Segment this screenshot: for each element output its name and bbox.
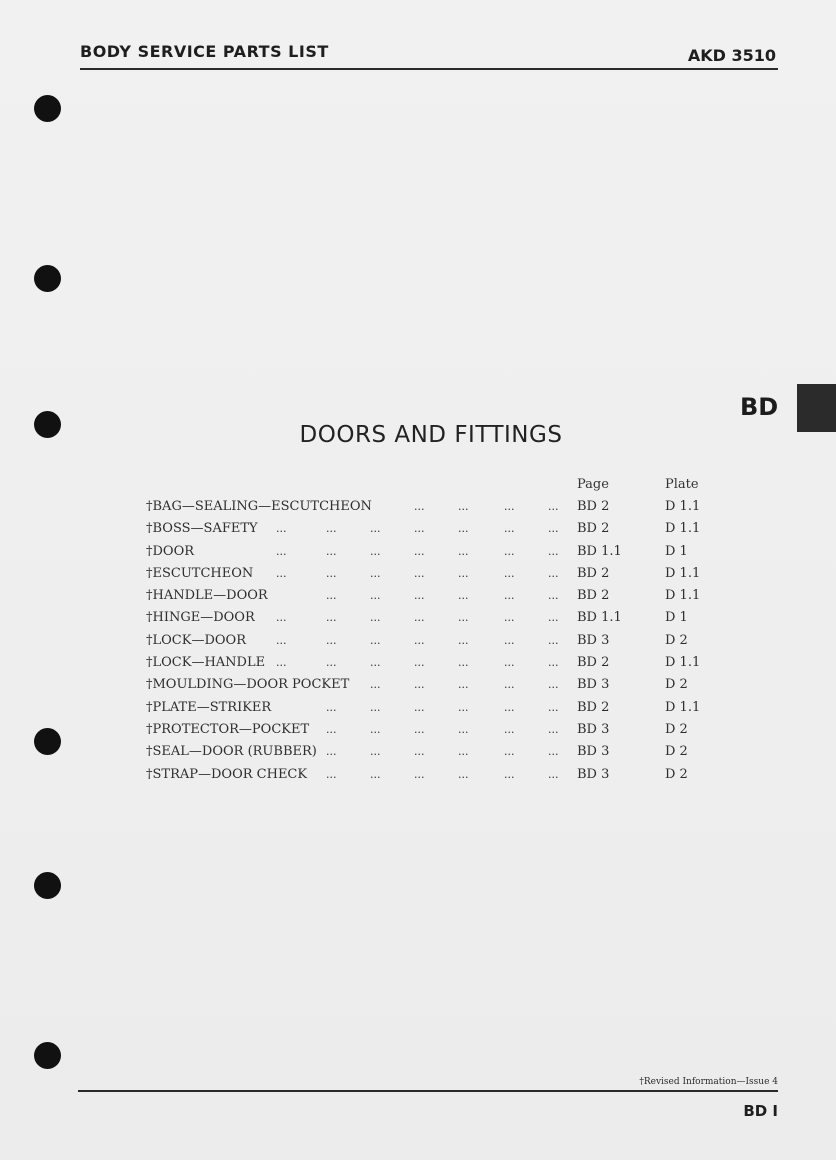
leader-dots: ...: [276, 656, 287, 670]
dot-leader: [146, 607, 571, 629]
leader-dots: ...: [548, 700, 559, 714]
part-plate-ref: D 1.1: [665, 521, 701, 537]
dot-leader: [146, 630, 571, 652]
part-description: †BOSS—SAFETY: [146, 521, 258, 537]
leader-dots: ...: [276, 566, 287, 580]
document-title: BODY SERVICE PARTS LIST: [80, 42, 329, 61]
dot-leader: [146, 719, 571, 741]
leader-dots: ...: [414, 700, 425, 714]
leader-dots: ...: [326, 522, 337, 536]
part-plate-ref: D 1.1: [665, 499, 701, 514]
parts-row: [146, 741, 716, 763]
leader-dots: ...: [414, 611, 425, 625]
leader-dots: ...: [276, 633, 287, 647]
leader-dots: ...: [504, 500, 515, 513]
leader-dots: ...: [414, 678, 425, 692]
part-description: †PROTECTOR—POCKET: [146, 721, 310, 737]
part-plate-ref: D 1.1: [665, 588, 701, 604]
part-plate-ref: D 2: [665, 677, 688, 693]
leader-dots: ...: [414, 722, 425, 736]
part-page-ref: BD 1.1: [577, 543, 622, 559]
leader-dots: ...: [504, 767, 515, 781]
leader-dots: ...: [326, 767, 337, 781]
section-tag: BD: [740, 393, 779, 421]
punch-hole: [34, 265, 61, 292]
leader-dots: ...: [414, 656, 425, 670]
parts-row: [146, 764, 716, 786]
dot-leader: [146, 585, 571, 607]
leader-dots: ...: [370, 633, 381, 647]
part-page-ref: BD 3: [577, 632, 610, 648]
leader-dots: ...: [370, 722, 381, 736]
leader-dots: ...: [370, 656, 381, 670]
leader-dots: ...: [326, 544, 337, 558]
leader-dots: ...: [548, 745, 559, 759]
part-description: †DOOR: [146, 543, 195, 559]
leader-dots: ...: [504, 722, 515, 736]
part-description: †LOCK—HANDLE: [146, 655, 266, 671]
part-description: †MOULDING—DOOR POCKET: [146, 677, 350, 693]
leader-dots: ...: [276, 611, 287, 625]
revision-footnote: †Revised Information—Issue 4: [639, 1077, 778, 1087]
part-page-ref: BD 2: [577, 699, 610, 715]
leader-dots: ...: [370, 544, 381, 558]
leader-dots: ...: [548, 678, 559, 692]
leader-dots: ...: [326, 566, 337, 580]
part-plate-ref: D 2: [665, 744, 688, 760]
leader-dots: ...: [504, 544, 515, 558]
leader-dots: ...: [326, 589, 337, 603]
parts-row: [146, 518, 716, 540]
part-plate-ref: D 1.1: [665, 655, 701, 671]
punch-hole: [34, 728, 61, 755]
leader-dots: ...: [370, 566, 381, 580]
leader-dots: ...: [276, 522, 287, 536]
leader-dots: ...: [370, 522, 381, 536]
part-plate-ref: D 1.1: [665, 699, 701, 715]
parts-row: [146, 541, 716, 563]
part-page-ref: BD 3: [577, 721, 610, 737]
leader-dots: ...: [414, 745, 425, 759]
leader-dots: ...: [370, 767, 381, 781]
leader-dots: ...: [504, 678, 515, 692]
parts-row: [146, 607, 716, 629]
leader-dots: ...: [414, 500, 425, 513]
leader-dots: ...: [504, 700, 515, 714]
leader-dots: ...: [458, 722, 469, 736]
leader-dots: ...: [458, 656, 469, 670]
leader-dots: ...: [504, 589, 515, 603]
punch-hole: [34, 1042, 61, 1069]
leader-dots: ...: [548, 522, 559, 536]
part-plate-ref: D 1: [665, 610, 688, 626]
leader-dots: ...: [548, 633, 559, 647]
leader-dots: ...: [370, 700, 381, 714]
leader-dots: ...: [370, 589, 381, 603]
leader-dots: ...: [414, 589, 425, 603]
parts-row: [146, 652, 716, 674]
leader-dots: ...: [370, 678, 381, 692]
leader-dots: ...: [458, 767, 469, 781]
part-page-ref: BD 1.1: [577, 610, 622, 626]
parts-row: [146, 630, 716, 652]
leader-dots: ...: [326, 633, 337, 647]
parts-row: [146, 496, 716, 518]
footer-rule: [78, 1090, 778, 1092]
leader-dots: ...: [458, 745, 469, 759]
leader-dots: ...: [414, 633, 425, 647]
leader-dots: ...: [548, 589, 559, 603]
part-page-ref: BD 2: [577, 499, 610, 514]
parts-row: [146, 674, 716, 696]
leader-dots: ...: [276, 544, 287, 558]
leader-dots: ...: [326, 700, 337, 714]
parts-row: [146, 697, 716, 719]
parts-index-list: [146, 496, 716, 786]
leader-dots: ...: [458, 678, 469, 692]
column-header-plate: Plate: [665, 477, 699, 492]
leader-dots: ...: [504, 611, 515, 625]
part-description: †PLATE—STRIKER: [146, 699, 272, 715]
leader-dots: ...: [548, 767, 559, 781]
leader-dots: ...: [548, 544, 559, 558]
dot-leader: [146, 741, 571, 763]
leader-dots: ...: [458, 700, 469, 714]
leader-dots: ...: [326, 745, 337, 759]
leader-dots: ...: [504, 566, 515, 580]
part-description: †SEAL—DOOR (RUBBER): [146, 744, 317, 760]
dot-leader: [146, 563, 571, 585]
punch-hole: [34, 872, 61, 899]
leader-dots: ...: [458, 544, 469, 558]
leader-dots: ...: [414, 522, 425, 536]
leader-dots: ...: [370, 611, 381, 625]
leader-dots: ...: [458, 589, 469, 603]
leader-dots: ...: [504, 522, 515, 536]
part-description: †STRAP—DOOR CHECK: [146, 766, 308, 782]
part-page-ref: BD 2: [577, 565, 610, 581]
punch-hole: [34, 95, 61, 122]
leader-dots: ...: [458, 566, 469, 580]
part-description: †HINGE—DOOR: [146, 610, 255, 626]
header-rule: [80, 68, 778, 70]
part-description: †BAG—SEALING—ESCUTCHEON: [146, 499, 372, 514]
part-page-ref: BD 2: [577, 655, 610, 671]
section-heading: DOORS AND FITTINGS: [299, 422, 563, 448]
leader-dots: ...: [326, 611, 337, 625]
dot-leader: [146, 496, 571, 518]
leader-dots: ...: [548, 722, 559, 736]
leader-dots: ...: [504, 745, 515, 759]
leader-dots: ...: [548, 566, 559, 580]
parts-row: [146, 563, 716, 585]
document-reference: AKD 3510: [687, 46, 776, 65]
leader-dots: ...: [414, 544, 425, 558]
part-page-ref: BD 2: [577, 521, 610, 537]
leader-dots: ...: [548, 611, 559, 625]
dot-leader: [146, 697, 571, 719]
leader-dots: ...: [326, 656, 337, 670]
part-plate-ref: D 2: [665, 632, 688, 648]
part-plate-ref: D 2: [665, 766, 688, 782]
dot-leader: [146, 674, 571, 696]
dot-leader: [146, 764, 571, 786]
part-page-ref: BD 2: [577, 588, 610, 604]
part-description: †LOCK—DOOR: [146, 632, 246, 648]
leader-dots: ...: [458, 633, 469, 647]
leader-dots: ...: [504, 656, 515, 670]
column-header-page: Page: [577, 477, 609, 492]
part-description: †ESCUTCHEON: [146, 565, 254, 581]
dot-leader: [146, 518, 571, 540]
parts-row: [146, 585, 716, 607]
leader-dots: ...: [458, 500, 469, 513]
leader-dots: ...: [548, 656, 559, 670]
part-plate-ref: D 2: [665, 721, 688, 737]
leader-dots: ...: [370, 745, 381, 759]
leader-dots: ...: [548, 500, 559, 513]
leader-dots: ...: [458, 522, 469, 536]
parts-row: [146, 719, 716, 741]
part-plate-ref: D 1: [665, 543, 688, 559]
part-page-ref: BD 3: [577, 677, 610, 693]
leader-dots: ...: [458, 611, 469, 625]
leader-dots: ...: [504, 633, 515, 647]
part-description: †HANDLE—DOOR: [146, 588, 268, 604]
leader-dots: ...: [414, 566, 425, 580]
dot-leader: [146, 652, 571, 674]
part-page-ref: BD 3: [577, 744, 610, 760]
leader-dots: ...: [414, 767, 425, 781]
dot-leader: [146, 541, 571, 563]
page-number: BD I: [743, 1102, 778, 1120]
leader-dots: ...: [326, 722, 337, 736]
part-page-ref: BD 3: [577, 766, 610, 782]
part-plate-ref: D 1.1: [665, 565, 701, 581]
